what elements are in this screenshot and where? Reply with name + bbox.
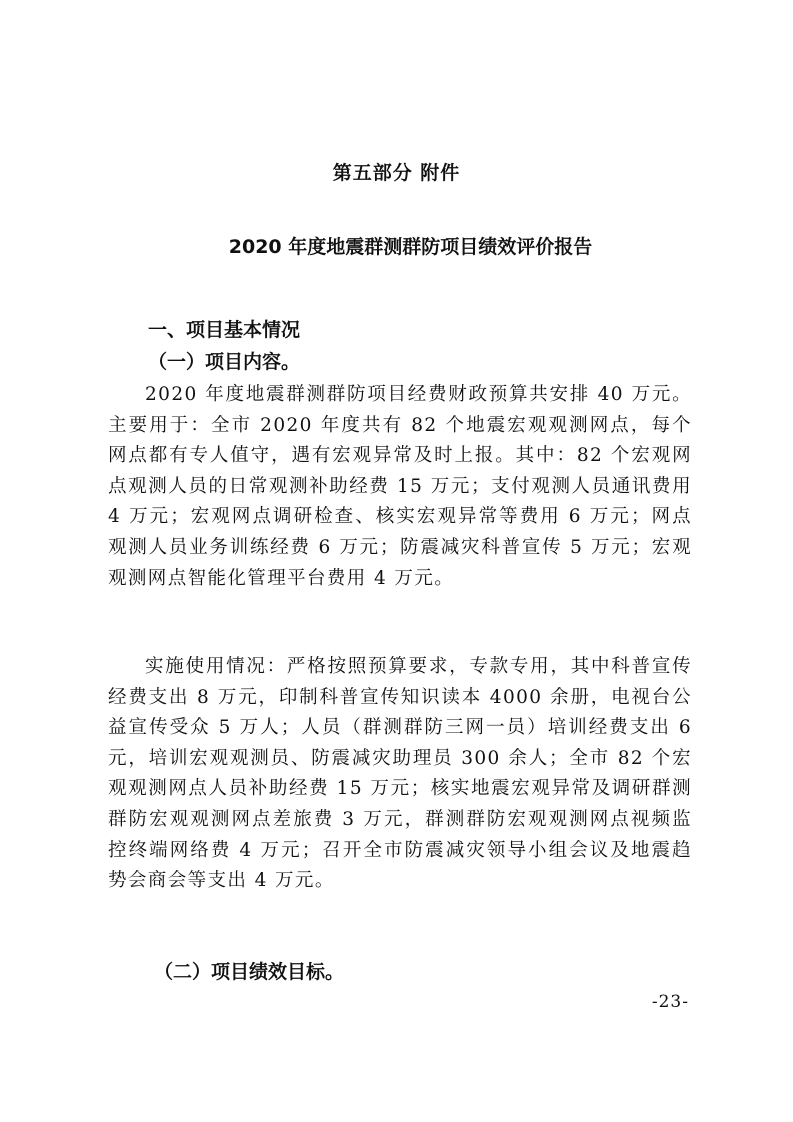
subsection-heading-performance-goals: （二）项目绩效目标。 [154, 961, 345, 983]
report-title: 2020 年度地震群测群防项目绩效评价报告 [228, 236, 593, 258]
part-title: 第五部分 附件 [332, 162, 461, 184]
paragraph-implementation: 实施使用情况：严格按照预算要求，专款专用，其中科普宣传经费支出 8 万元，印制科普宣传知识读本 4000 余册，电视台公益宣传受众 5 万人；人员（群测群防三网一员）培训经费支出 6 元，培训宏观观测员、防震减灾助理员 300 余人；全市 82 个宏观观测网点人员补助经费 15 万元；核实地震宏观异常及调研群测群防宏观观测网点差旅费 3 万元，群测群防宏观观测网点视频监控终端网络费 4 万元；召开全市防震减灾领导小组会议及地震趋势会商会等支出 4 万元。 [108, 656, 692, 892]
subsection-heading-project-content: （一）项目内容。 [148, 351, 301, 373]
paragraph-budget: 2020 年度地震群测群防项目经费财政预算共安排 40 万元。主要用于：全市 2020 年度共有 82 个地震宏观观测网点，每个网点都有专人值守，遇有宏观异常及时上报。其中：82 个宏观网点观测人员的日常观测补助经费 15 万元；支付观测人员通讯费用 4 万元；宏观网点调研检查、核实宏观异常等费用 6 万元；网点观测人员业务训练经费 6 万元；防震减灾科普宣传 5 万元；宏观观测网点智能化管理平台费用 4 万元。 [108, 384, 692, 589]
section-heading-basic-info: 一、项目基本情况 [148, 319, 301, 341]
page-number: -23- [651, 992, 689, 1012]
